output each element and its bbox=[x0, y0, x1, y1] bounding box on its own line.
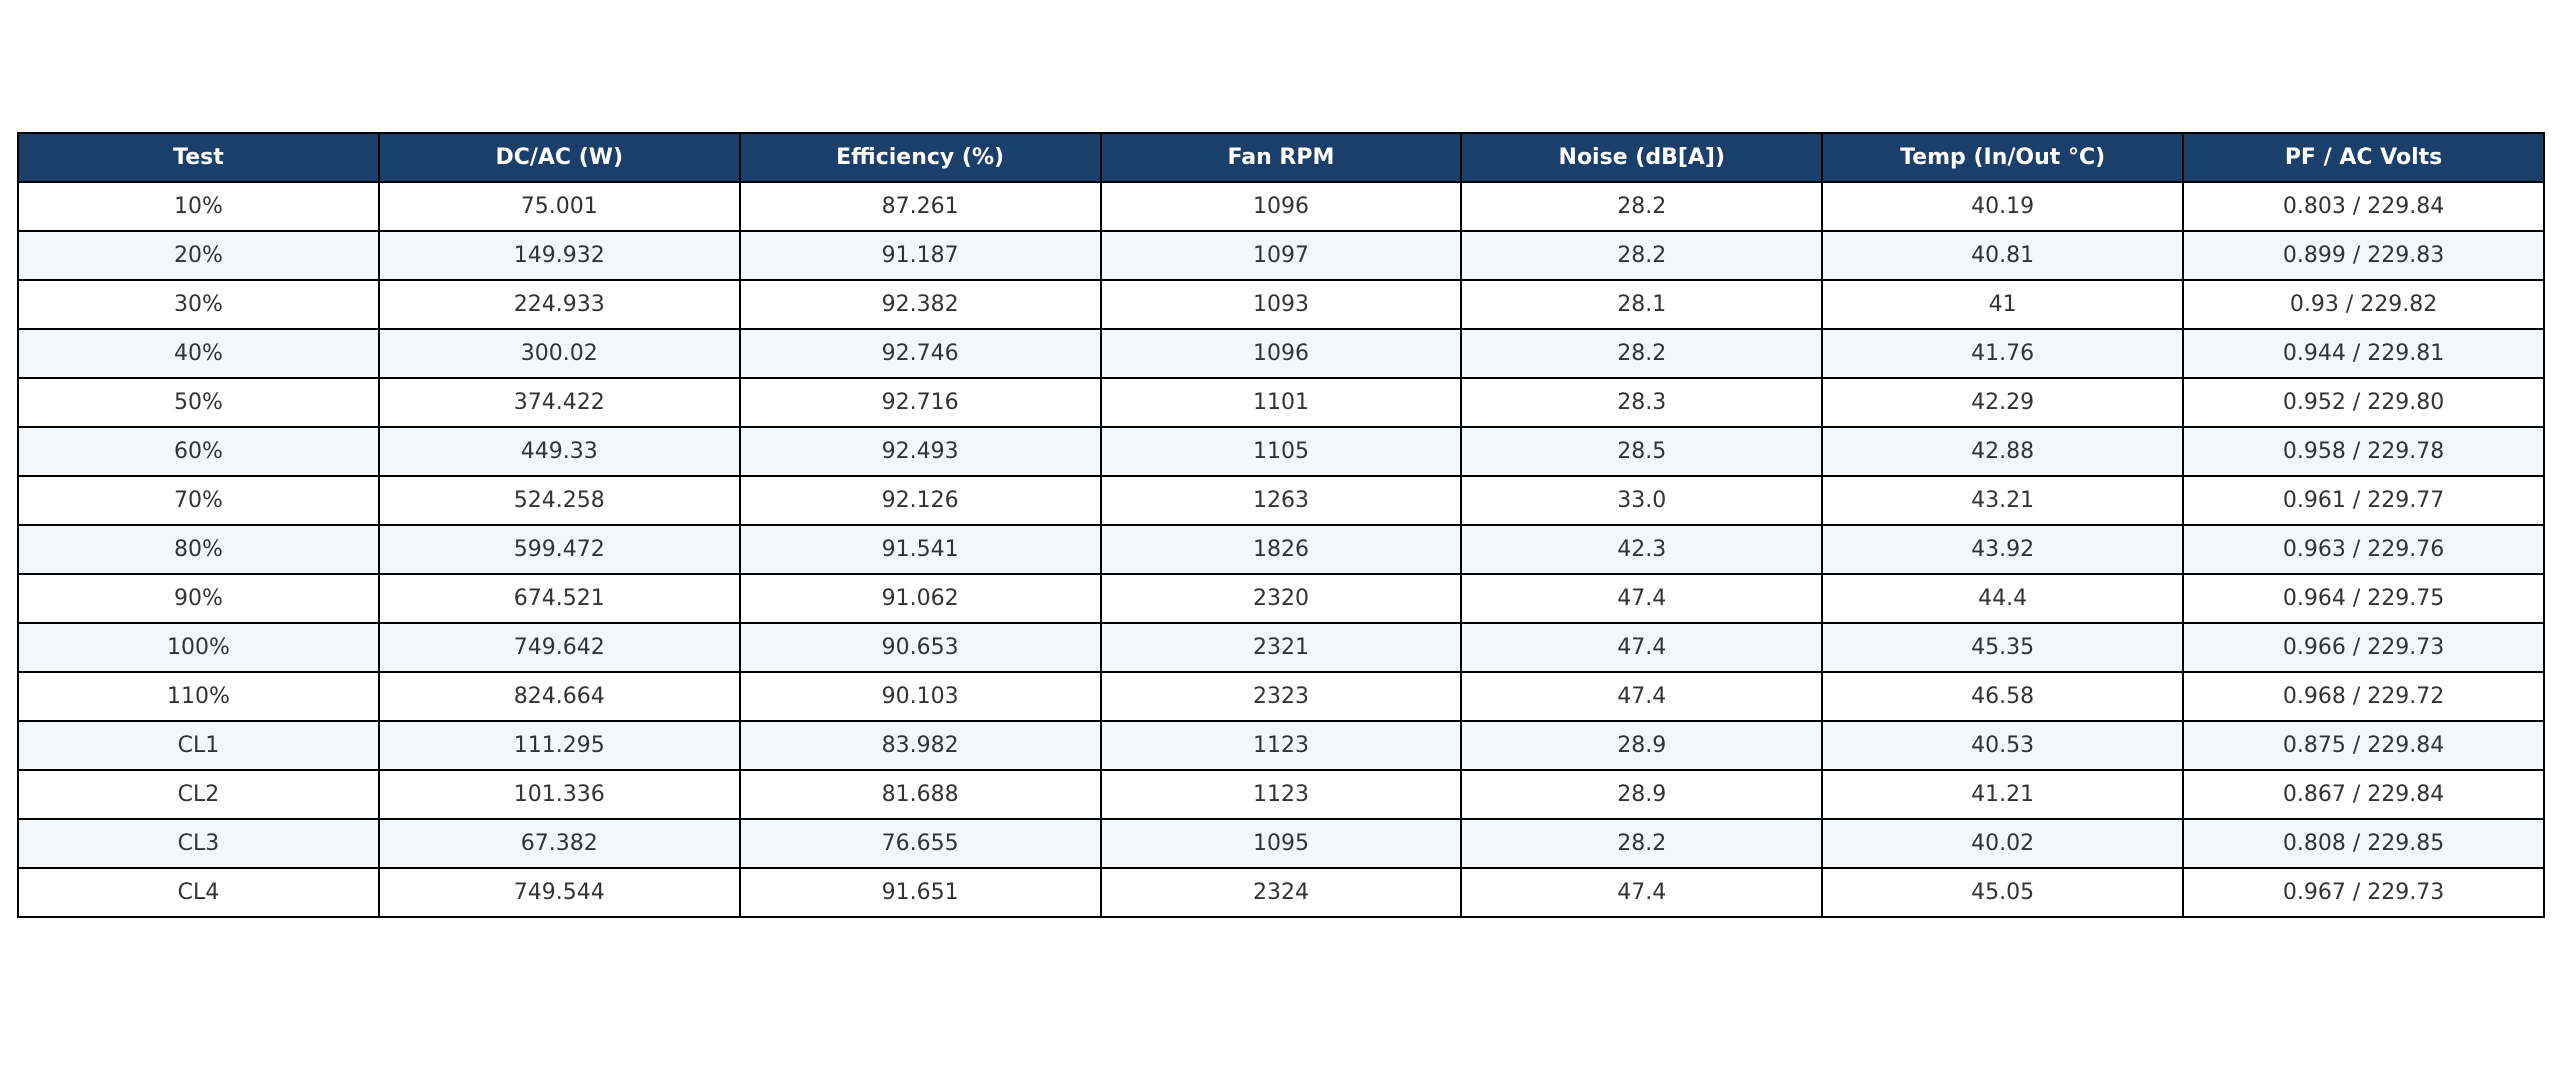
table-cell: 46.58 bbox=[1822, 672, 2183, 721]
table-row bbox=[18, 623, 2544, 672]
table-cell: 749.544 bbox=[379, 868, 740, 917]
table-cell: 28.3 bbox=[1461, 378, 1822, 427]
table-cell: 87.261 bbox=[740, 182, 1101, 231]
table-cell: 30% bbox=[18, 280, 379, 329]
table-cell: 0.958 / 229.78 bbox=[2183, 427, 2544, 476]
table-cell: 524.258 bbox=[379, 476, 740, 525]
table-cell: 44.4 bbox=[1822, 574, 2183, 623]
table-cell: 92.746 bbox=[740, 329, 1101, 378]
table-cell: 599.472 bbox=[379, 525, 740, 574]
table-cell: 28.2 bbox=[1461, 231, 1822, 280]
table-cell: 43.92 bbox=[1822, 525, 2183, 574]
table-cell: 28.9 bbox=[1461, 721, 1822, 770]
table-row bbox=[18, 721, 2544, 770]
table-cell: 0.967 / 229.73 bbox=[2183, 868, 2544, 917]
table-cell: 2321 bbox=[1101, 623, 1462, 672]
table-cell: 0.963 / 229.76 bbox=[2183, 525, 2544, 574]
column-header: DC/AC (W) bbox=[379, 133, 740, 182]
table-cell: 47.4 bbox=[1461, 868, 1822, 917]
table-cell: 1826 bbox=[1101, 525, 1462, 574]
table-cell: 92.126 bbox=[740, 476, 1101, 525]
table-cell: 92.716 bbox=[740, 378, 1101, 427]
table-cell: 100% bbox=[18, 623, 379, 672]
table-cell: 42.88 bbox=[1822, 427, 2183, 476]
table-cell: 47.4 bbox=[1461, 672, 1822, 721]
table-cell: 67.382 bbox=[379, 819, 740, 868]
table-cell: 20% bbox=[18, 231, 379, 280]
table-cell: 43.21 bbox=[1822, 476, 2183, 525]
table-row bbox=[18, 476, 2544, 525]
table-cell: 28.1 bbox=[1461, 280, 1822, 329]
column-header: Noise (dB[A]) bbox=[1461, 133, 1822, 182]
table-cell: 47.4 bbox=[1461, 623, 1822, 672]
table-cell: 1097 bbox=[1101, 231, 1462, 280]
table-cell: 1093 bbox=[1101, 280, 1462, 329]
table-cell: 224.933 bbox=[379, 280, 740, 329]
table-cell: 41 bbox=[1822, 280, 2183, 329]
table-cell: 0.961 / 229.77 bbox=[2183, 476, 2544, 525]
table-cell: 1096 bbox=[1101, 182, 1462, 231]
table-cell: 42.29 bbox=[1822, 378, 2183, 427]
table-cell: 749.642 bbox=[379, 623, 740, 672]
table-cell: 81.688 bbox=[740, 770, 1101, 819]
table-cell: 90% bbox=[18, 574, 379, 623]
table-header bbox=[18, 133, 2544, 182]
table-cell: CL1 bbox=[18, 721, 379, 770]
table-cell: 28.2 bbox=[1461, 329, 1822, 378]
table-row bbox=[18, 672, 2544, 721]
table-cell: 1123 bbox=[1101, 770, 1462, 819]
results-table-container bbox=[17, 132, 2545, 918]
table-cell: 0.899 / 229.83 bbox=[2183, 231, 2544, 280]
table-cell: 374.422 bbox=[379, 378, 740, 427]
table-cell: 90.653 bbox=[740, 623, 1101, 672]
table-cell: CL3 bbox=[18, 819, 379, 868]
table-cell: 0.964 / 229.75 bbox=[2183, 574, 2544, 623]
table-cell: 91.541 bbox=[740, 525, 1101, 574]
table-row bbox=[18, 182, 2544, 231]
table-cell: 50% bbox=[18, 378, 379, 427]
table-cell: 674.521 bbox=[379, 574, 740, 623]
table-cell: 0.875 / 229.84 bbox=[2183, 721, 2544, 770]
table-row bbox=[18, 868, 2544, 917]
table-cell: 75.001 bbox=[379, 182, 740, 231]
table-cell: 1105 bbox=[1101, 427, 1462, 476]
table-row bbox=[18, 770, 2544, 819]
results-table bbox=[17, 132, 2545, 918]
table-cell: 824.664 bbox=[379, 672, 740, 721]
table-cell: 76.655 bbox=[740, 819, 1101, 868]
table-cell: 91.187 bbox=[740, 231, 1101, 280]
table-cell: 41.76 bbox=[1822, 329, 2183, 378]
table-cell: 0.968 / 229.72 bbox=[2183, 672, 2544, 721]
table-cell: 2324 bbox=[1101, 868, 1462, 917]
table-cell: 28.2 bbox=[1461, 819, 1822, 868]
table-cell: 83.982 bbox=[740, 721, 1101, 770]
table-cell: 45.05 bbox=[1822, 868, 2183, 917]
table-cell: 90.103 bbox=[740, 672, 1101, 721]
table-cell: 60% bbox=[18, 427, 379, 476]
table-cell: 0.808 / 229.85 bbox=[2183, 819, 2544, 868]
table-row bbox=[18, 525, 2544, 574]
table-cell: 111.295 bbox=[379, 721, 740, 770]
table-cell: 28.2 bbox=[1461, 182, 1822, 231]
table-row bbox=[18, 378, 2544, 427]
table-cell: 40% bbox=[18, 329, 379, 378]
table-cell: 40.19 bbox=[1822, 182, 2183, 231]
table-cell: 40.53 bbox=[1822, 721, 2183, 770]
table-cell: 449.33 bbox=[379, 427, 740, 476]
table-row bbox=[18, 231, 2544, 280]
table-cell: 80% bbox=[18, 525, 379, 574]
table-cell: 2323 bbox=[1101, 672, 1462, 721]
column-header: PF / AC Volts bbox=[2183, 133, 2544, 182]
column-header: Temp (In/Out °C) bbox=[1822, 133, 2183, 182]
table-cell: 0.93 / 229.82 bbox=[2183, 280, 2544, 329]
header-row bbox=[18, 133, 2544, 182]
table-cell: CL4 bbox=[18, 868, 379, 917]
table-cell: 110% bbox=[18, 672, 379, 721]
column-header: Fan RPM bbox=[1101, 133, 1462, 182]
table-cell: 0.966 / 229.73 bbox=[2183, 623, 2544, 672]
table-cell: CL2 bbox=[18, 770, 379, 819]
table-cell: 0.952 / 229.80 bbox=[2183, 378, 2544, 427]
column-header: Efficiency (%) bbox=[740, 133, 1101, 182]
column-header: Test bbox=[18, 133, 379, 182]
table-row bbox=[18, 329, 2544, 378]
table-cell: 10% bbox=[18, 182, 379, 231]
table-cell: 42.3 bbox=[1461, 525, 1822, 574]
table-cell: 91.062 bbox=[740, 574, 1101, 623]
table-cell: 91.651 bbox=[740, 868, 1101, 917]
table-cell: 149.932 bbox=[379, 231, 740, 280]
table-cell: 33.0 bbox=[1461, 476, 1822, 525]
table-cell: 300.02 bbox=[379, 329, 740, 378]
table-cell: 70% bbox=[18, 476, 379, 525]
table-cell: 1096 bbox=[1101, 329, 1462, 378]
table-cell: 41.21 bbox=[1822, 770, 2183, 819]
table-cell: 0.803 / 229.84 bbox=[2183, 182, 2544, 231]
table-cell: 28.5 bbox=[1461, 427, 1822, 476]
table-cell: 47.4 bbox=[1461, 574, 1822, 623]
table-cell: 1263 bbox=[1101, 476, 1462, 525]
table-cell: 1095 bbox=[1101, 819, 1462, 868]
table-cell: 92.493 bbox=[740, 427, 1101, 476]
table-cell: 28.9 bbox=[1461, 770, 1822, 819]
table-row bbox=[18, 819, 2544, 868]
table-body bbox=[18, 182, 2544, 917]
table-cell: 92.382 bbox=[740, 280, 1101, 329]
table-row bbox=[18, 280, 2544, 329]
table-row bbox=[18, 574, 2544, 623]
table-cell: 40.81 bbox=[1822, 231, 2183, 280]
table-cell: 1123 bbox=[1101, 721, 1462, 770]
table-row bbox=[18, 427, 2544, 476]
table-cell: 0.867 / 229.84 bbox=[2183, 770, 2544, 819]
table-cell: 40.02 bbox=[1822, 819, 2183, 868]
table-cell: 2320 bbox=[1101, 574, 1462, 623]
table-cell: 0.944 / 229.81 bbox=[2183, 329, 2544, 378]
table-cell: 45.35 bbox=[1822, 623, 2183, 672]
table-cell: 1101 bbox=[1101, 378, 1462, 427]
table-cell: 101.336 bbox=[379, 770, 740, 819]
